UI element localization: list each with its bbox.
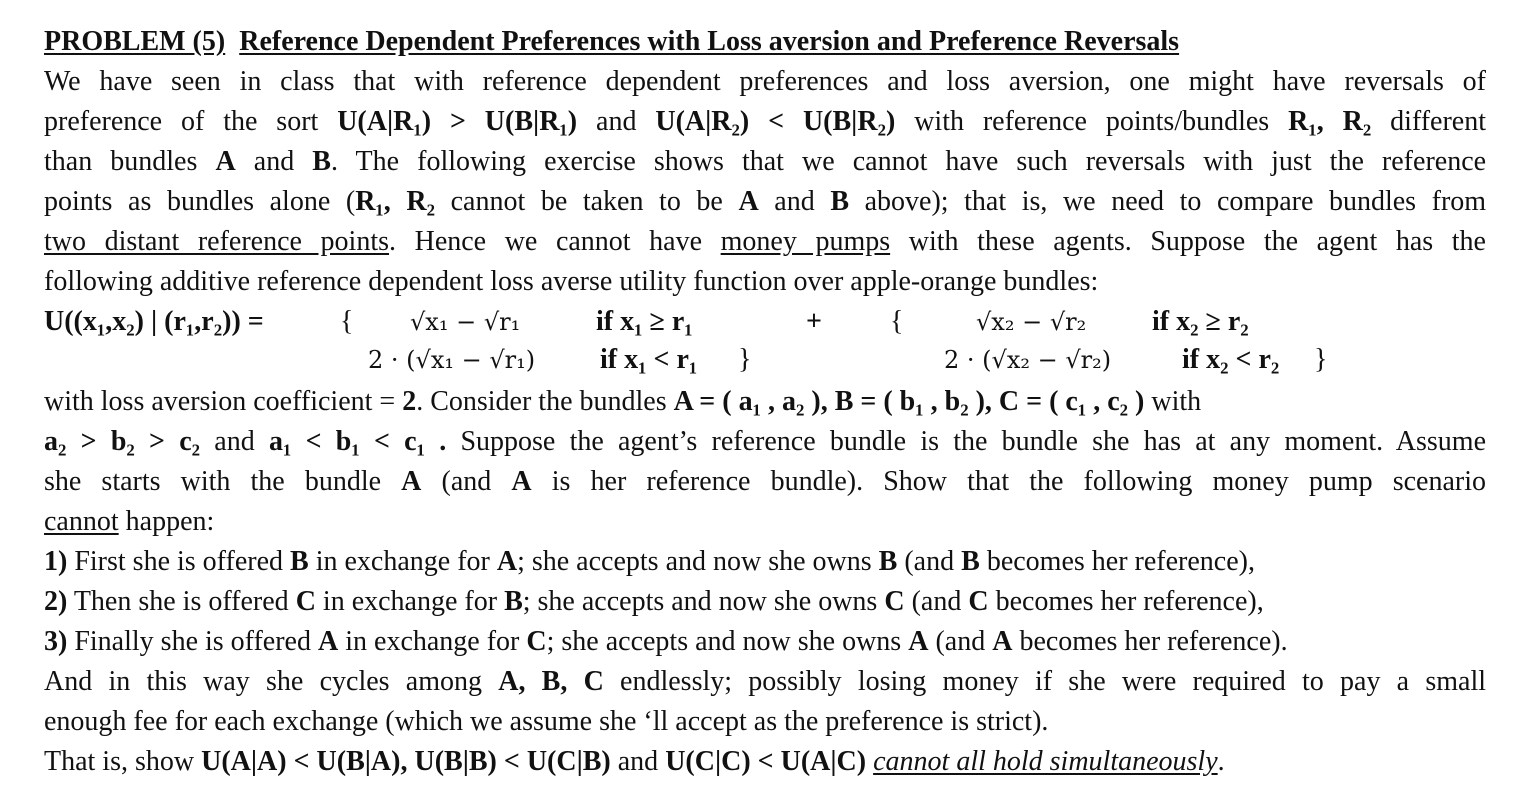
step-1: 1) First she is offered B in exchange for A; she accepts and now she owns B (and B becomes her reference), xyxy=(44,546,1255,577)
case1-loss-expr: 2 · (√x₁ − √r₁) xyxy=(368,346,536,374)
case2-loss-condition: if x₂ < r₂ xyxy=(1182,344,1280,375)
para1-line2: preference of the sort U(A|R₁) > U(B|R₁) and U(A|R₂) < U(B|R₂) with reference points/bundles R₁, R₂ different xyxy=(44,106,1486,137)
brace-open-1: { xyxy=(340,306,354,337)
para1-line1: We have seen in class that with reference dependent preferences and loss aversion, one might have reversals of xyxy=(44,66,1486,97)
case1-gain-condition: if x₁ ≥ r₁ xyxy=(596,306,693,337)
problem-heading: Reference Dependent Preferences with Loss aversion and Preference Reversals xyxy=(239,26,1180,57)
para2-line4: cannot happen: xyxy=(44,506,215,537)
case2-gain-expr: √x₂ − √r₂ xyxy=(976,308,1087,336)
para2-line3: she starts with the bundle A (and A is her reference bundle). Show that the following money pump scenario xyxy=(44,466,1487,497)
para2-line2: a₂ > b₂ > c₂ and a₁ < b₁ < c₁ . Suppose the agent’s reference bundle is the bundle she has at any moment. Assume xyxy=(44,426,1487,457)
para3-line1: And in this way she cycles among A, B, C endlessly; possibly losing money if she were required to pay a small xyxy=(44,666,1487,697)
case1-loss-condition: if x₁ < r₁ xyxy=(600,344,698,375)
two-distant-reference-points: two distant reference points xyxy=(44,226,390,257)
para1-line4: points as bundles alone (R₁, R₂ cannot be taken to be A and B above); that is, we need to compare bundles from xyxy=(44,186,1487,217)
para1-line3: than bundles A and B. The following exercise shows that we cannot have such reversals with just the reference xyxy=(44,146,1487,177)
formula-lhs: U((x₁,x₂) | (r₁,r₂)) = xyxy=(44,306,264,337)
cannot-all-hold-emphasis: cannot all hold simultaneously xyxy=(873,746,1218,777)
cannot-emphasis: cannot xyxy=(44,506,119,537)
problem-number: PROBLEM (5) xyxy=(44,26,226,57)
para3-line3: That is, show U(A|A) < U(B|A), U(B|B) < U(C|B) and U(C|C) < U(A|C) cannot all hold simultaneously. xyxy=(44,746,1225,777)
para2-line1: with loss aversion coefficient = 2. Consider the bundles A = ( a₁ , a₂ ), B = ( b₁ , b₂ ), C = ( c₁ , c₂ ) with xyxy=(44,386,1202,417)
plus-sign: + xyxy=(806,306,822,337)
money-pumps-term: money pumps xyxy=(720,226,891,257)
para1-line5: two distant reference points. Hence we cannot have money pumps with these agents. Suppose the agent has the xyxy=(44,226,1486,257)
brace-close-2: } xyxy=(1314,344,1328,375)
para3-line2: enough fee for each exchange (which we assume she ‘ll accept as the preference is strict). xyxy=(44,706,1049,737)
case1-gain-expr: √x₁ − √r₁ xyxy=(410,308,521,336)
step-2: 2) Then she is offered C in exchange for B; she accepts and now she owns C (and C becomes her reference), xyxy=(44,586,1264,617)
para1-line6: following additive reference dependent loss averse utility function over apple-orange bundles: xyxy=(44,266,1099,297)
case2-loss-expr: 2 · (√x₂ − √r₂) xyxy=(944,346,1112,374)
brace-open-2: { xyxy=(890,306,904,337)
step-3: 3) Finally she is offered A in exchange for C; she accepts and now she owns A (and A becomes her reference). xyxy=(44,626,1288,657)
problem-title xyxy=(44,22,1179,62)
brace-close-1: } xyxy=(738,344,752,375)
case2-gain-condition: if x₂ ≥ r₂ xyxy=(1152,306,1249,337)
